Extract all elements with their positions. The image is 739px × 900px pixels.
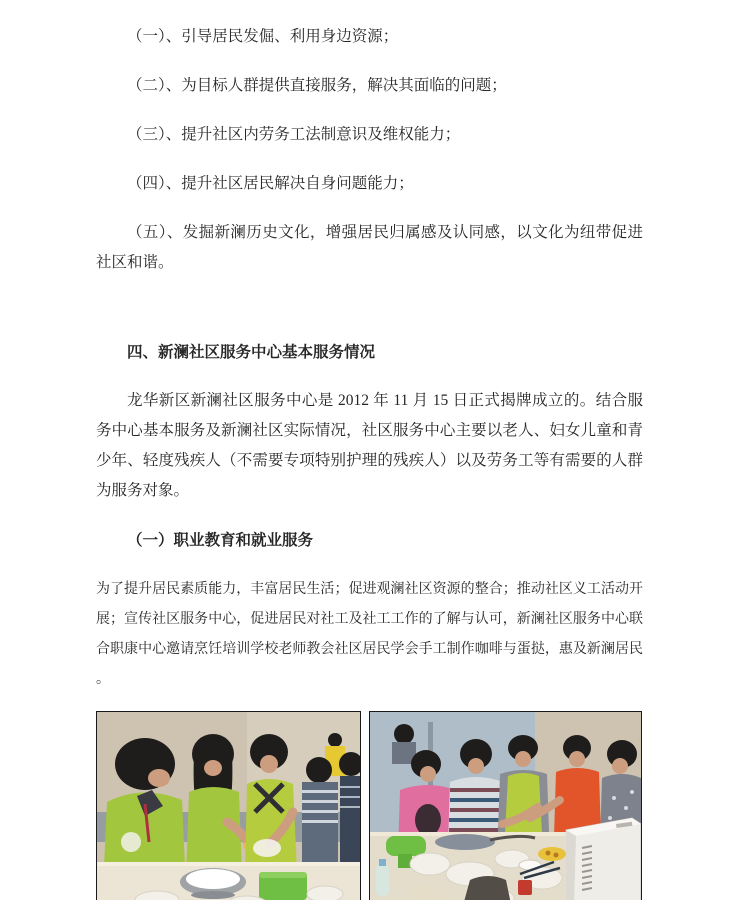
photo-row — [0, 711, 739, 900]
goal-item-2: （二）、为目标人群提供直接服务，解决其面临的问题； — [127, 77, 507, 94]
goal-list — [96, 0, 643, 278]
goal-item-3: （三）、提升社区内劳务工法制意识及维权能力； — [127, 126, 461, 143]
goal-item-4: （四）、提升社区居民解决自身问题能力； — [127, 175, 414, 192]
photo-right-illustration — [370, 712, 641, 900]
volunteers-making-pastry-photo — [96, 711, 361, 900]
subsection-heading: （一）职业教育和就业服务 — [127, 532, 314, 549]
photo-left-illustration — [97, 712, 360, 900]
residents-making-coffee-egg-tarts-photo — [369, 711, 642, 900]
service-paragraph: 为了提升居民素质能力，丰富居民生活；促进观澜社区资源的整合；推动社区义工活动开展；宣传社区服务中心，促进居民对社工及社工工作的了解与认可，新澜社区服务中心联合职康中心邀请烹饪培训学校老师教会社区居民学会手工制作咖啡与蛋挞，惠及新澜居民 。 — [96, 582, 643, 687]
goal-item-5: （五）、发掘新澜历史文化，增强居民归属感及认同感，以文化为纽带促进社区和谐。 — [96, 224, 643, 271]
intro-paragraph: 龙华新区新澜社区服务中心是 2012 年 11 月 15 日正式揭牌成立的。结合服务中心基本服务及新澜社区实际情况，社区服务中心主要以老人、妇女儿童和青少年、轻度残疾人（不需要专项特别护理的残疾人）以及劳务工等有需要的人群为服务对象。 — [96, 392, 643, 499]
section-heading: 四、新澜社区服务中心基本服务情况 — [127, 344, 376, 361]
goal-item-1: （一）、引导居民发倔、利用身边资源； — [127, 28, 399, 45]
